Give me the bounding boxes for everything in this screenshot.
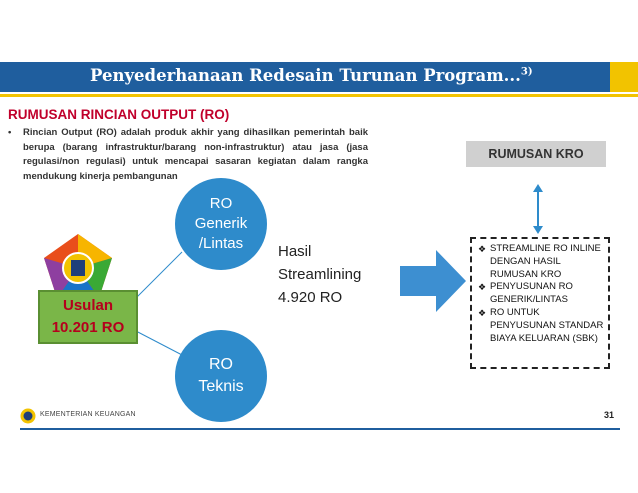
list-item-text: PENYUSUNAN RO GENERIK/LINTAS xyxy=(490,281,573,306)
ro-generik-line1: RO xyxy=(209,195,233,212)
ro-generik-line3: /Lintas xyxy=(198,235,244,252)
diamond-bullet-icon: ❖ xyxy=(478,307,487,318)
page-number: 31 xyxy=(604,410,615,420)
footer-ministry-name: KEMENTERIAN KEUANGAN xyxy=(40,411,136,418)
ro-generik-line2: Generik xyxy=(194,215,248,232)
ro-teknis-circle xyxy=(175,330,267,422)
usulan-label: Usulan xyxy=(62,297,113,314)
double-arrow-icon xyxy=(528,184,548,234)
footer-divider xyxy=(20,428,620,430)
diamond-bullet-icon: ❖ xyxy=(478,282,487,293)
list-item-text: RO UNTUK PENYUSUNAN STANDAR BIAYA KELUARAN (SBK) xyxy=(490,306,604,344)
hasil-line3: 4.920 RO xyxy=(278,289,343,306)
hasil-streamlining xyxy=(278,240,361,309)
diamond-bullet-icon: ❖ xyxy=(478,244,487,254)
hasil-line1: Hasil xyxy=(278,243,312,260)
list-item xyxy=(478,243,604,281)
usulan-box xyxy=(38,290,138,344)
section-title: RUMUSAN RINCIAN OUTPUT (RO) xyxy=(8,107,230,122)
bullet-marker: • xyxy=(8,127,12,138)
ro-generik-circle xyxy=(175,178,267,270)
slide-title xyxy=(90,66,610,85)
list-item xyxy=(478,307,604,345)
title-bar-accent xyxy=(610,62,638,92)
right-arrow-icon xyxy=(400,250,466,312)
list-item-text: STREAMLINE RO INLINE DENGAN HASIL RUMUSAN KRO xyxy=(490,243,601,280)
rumusan-kro-box: RUMUSAN KRO xyxy=(466,141,606,167)
ro-teknis-line2: Teknis xyxy=(198,378,244,395)
slide-title-text: Penyederhanaan Redesain Turunan Program... xyxy=(90,66,521,85)
definition-bullet xyxy=(8,126,368,184)
list-item xyxy=(478,281,604,307)
ministry-logo-icon xyxy=(20,408,36,424)
usulan-count: 10.201 RO xyxy=(51,319,125,336)
slide-title-sup: 3) xyxy=(520,66,533,78)
definition-text: Rincian Output (RO) adalah produk akhir yang dihasilkan pemerintah baik berupa (barang infrastruktur/barang non-infrastruktur) atau jasa (jasa regulasi/non regulasi) untuk mencapai sasaran kegiatan dalam rangka mendukung kinerja pembangunan xyxy=(23,127,368,182)
hasil-line2: Streamlining xyxy=(278,266,362,283)
streamline-list xyxy=(470,237,610,369)
title-underline xyxy=(0,94,638,97)
ro-teknis-line1: RO xyxy=(208,356,233,373)
